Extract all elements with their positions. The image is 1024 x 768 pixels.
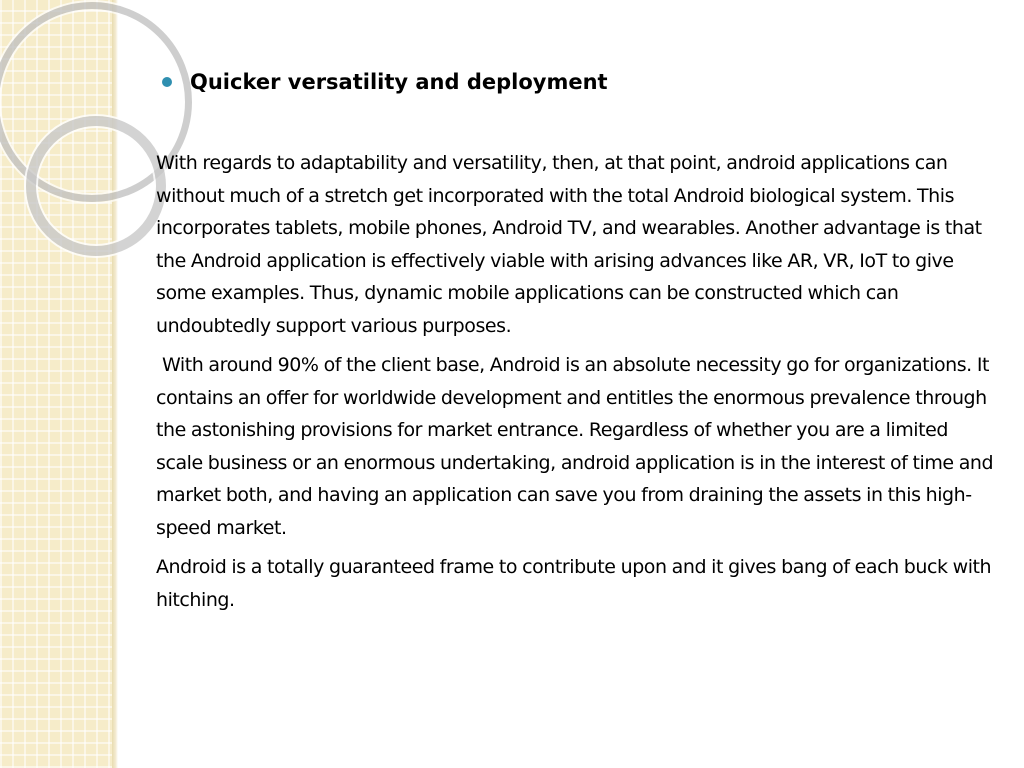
paragraph-1: With regards to adaptability and versatility, then, at that point, android applications can without much of a stretch get incorporated with the total Android biological system. This incorporates tablets, mobile phones, Android TV, and wearables. Another advantage is that the Android application is effectively viable with arising advances like AR, VR, IoT to give some examples. Thus, dynamic mobile applications can be constructed which can undoubtedly support various purposes.: [156, 152, 982, 337]
decorative-ring-small: [26, 116, 166, 256]
bullet-dot-icon: [162, 77, 172, 87]
slide-content: [156, 64, 994, 623]
bullet-heading-row: [156, 64, 994, 100]
paragraph-2: With around 90% of the client base, Android is an absolute necessity go for organizations. It contains an offer for worldwide development and entitles the enormous prevalence through the astonishing provisions for market entrance. Regardless of whether you are a limited scale business or an enormous undertaking, android application is in the interest of time and market both, and having an application can save you from draining the assets in this high-speed market.: [156, 354, 994, 539]
bullet-heading: Quicker versatility and deployment: [190, 70, 608, 94]
paragraph-3: Android is a totally guaranteed frame to contribute upon and it gives bang of each buck with hitching.: [156, 556, 992, 611]
